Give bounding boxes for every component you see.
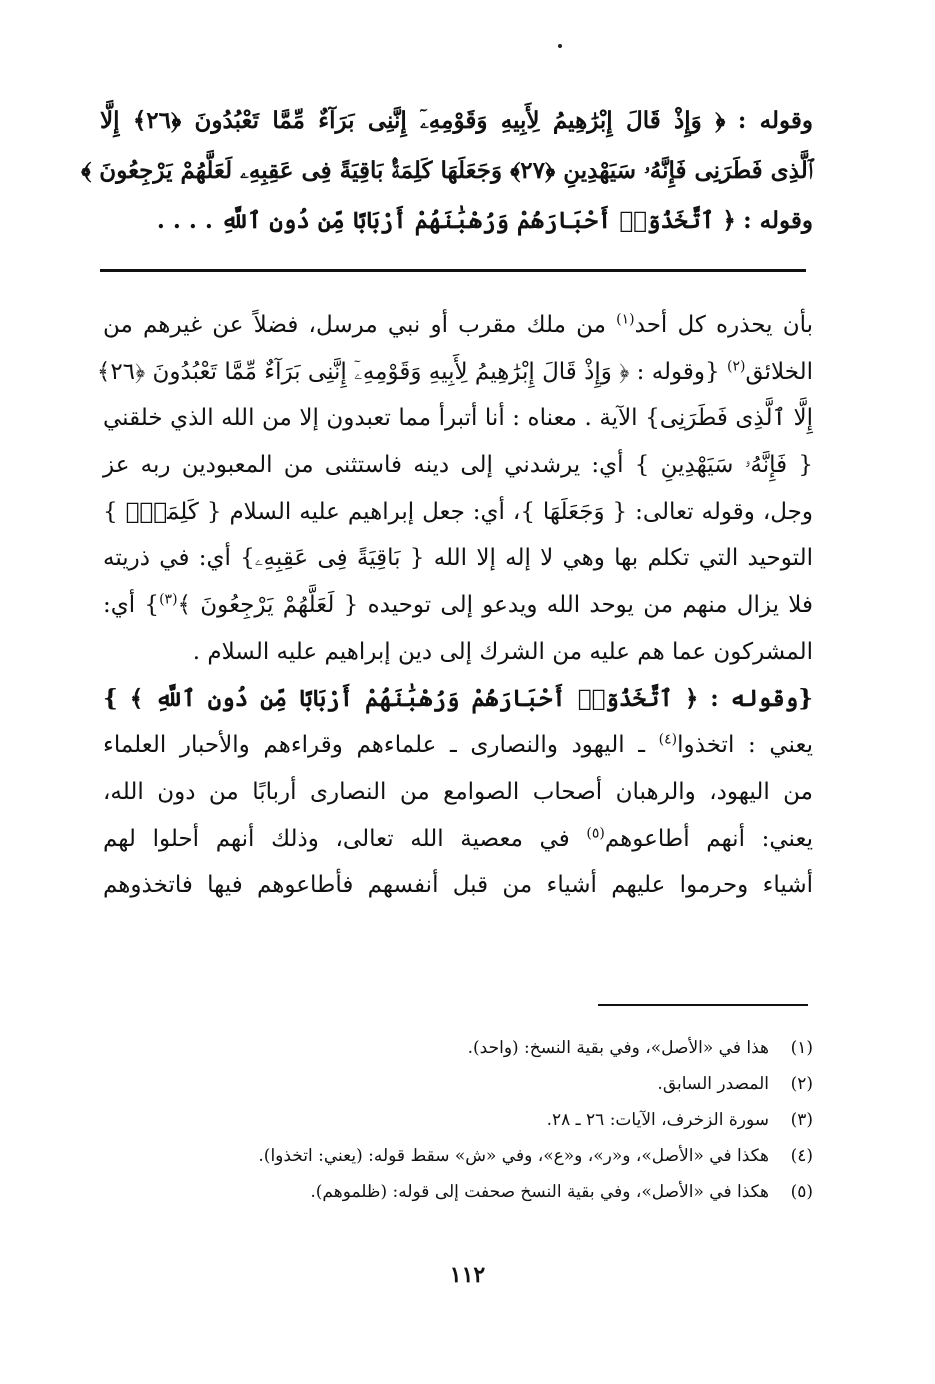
verse-text: ﴿ وَإِذْ قَالَ إِبْرَٰهِيمُ لِأَبِيهِ وَقَوْمِهِۦٓ إِنَّنِى بَرَآءٌ مِّمَّا تَعْبُدُونَ ﴿٢٦﴾ إِلَّا (100, 107, 726, 134)
body-text-run: {وقوله : ﴿ ٱتَّخَذُوٓا۟ أَحْبَارَهُمْ وَرُهْبَٰنَهُمْ أَرْبَابًا مِّن دُونِ ٱللَّهِ ﴾ } (103, 684, 813, 712)
body-text-run: المشركون عما هم عليه من الشرك إلى دين إبراهيم عليه السلام . (192, 638, 813, 665)
body-line (103, 816, 813, 863)
footnote (120, 1138, 813, 1174)
footnote-ref: (٣) (159, 591, 178, 608)
body-line (103, 582, 813, 629)
body-text-run: التوحيد التي تكلم بها وهي لا إله إلا الله { بَاقِيَةً فِى عَقِبِهِۦ} أي: في ذريته (103, 545, 813, 572)
footnote (120, 1030, 813, 1066)
body-text-run: إِلَّا ٱلَّذِى فَطَرَنِى} الآية . معناه : أنا أتبرأ مما تعبدون إلا من الله الذي خلقني (103, 405, 813, 432)
verse-line-3 (100, 196, 813, 246)
verse-line-2 (81, 146, 813, 196)
body-text-run: ـ اليهود والنصارى ـ علماءهم وقراءهم والأحبار العلماء (103, 732, 659, 759)
footnote-text: المصدر السابق. (657, 1074, 769, 1094)
footnote (120, 1174, 813, 1210)
commentary-body (96, 302, 813, 909)
body-text-run: } أي: (103, 592, 160, 619)
verse-line-1 (100, 96, 813, 146)
body-text-run: بأن يحذره كل أحد (634, 312, 813, 338)
verse-text: ٱلَّذِى فَطَرَنِى فَإِنَّهُۥ سَيَهْدِينِ ﴿٢٧﴾ وَجَعَلَهَا كَلِمَةًۢ بَاقِيَةً فِى عَقِبِهِۦ لَعَلَّهُمْ يَرْجِعُونَ ﴾ (81, 157, 813, 184)
body-line (103, 862, 813, 909)
body-text-run: يعني : اتخذوا (677, 732, 813, 759)
verse-label: وقوله : (737, 107, 813, 134)
footnote-text: هكذا في «الأصل»، و«ر»، و«ع»، وفي «ش» سقط قوله: (يعني: اتخذوا). (258, 1146, 769, 1166)
footnote-number: (١) (790, 1038, 813, 1058)
footnote-ref: (١) (616, 311, 635, 328)
footnotes-block (120, 1030, 813, 1210)
footnote-number: (٢) (790, 1074, 813, 1094)
body-line (103, 769, 813, 816)
body-text-run: الخلائق (745, 358, 813, 385)
verse-label: وقوله : (743, 207, 813, 234)
footnote (120, 1102, 813, 1138)
body-text-run: فلا يزال منهم من يوحد الله ويدعو إلى توحيده { لَعَلَّهُمْ يَرْجِعُونَ ﴾ (177, 592, 813, 619)
footnote-text: هكذا في «الأصل»، وفي بقية النسخ صحفت إلى قوله: (ظلموهم). (310, 1182, 769, 1202)
footnote-ref: (٢) (726, 358, 746, 375)
body-text-run: في معصية الله تعالى، وذلك أنهم أحلوا لهم (103, 825, 587, 852)
footnote-text: سورة الزخرف، الآيات: ٢٦ ـ ٢٨. (546, 1110, 769, 1130)
body-text-run: من ملك مقرب أو نبي مرسل، فضلاً عن غيرهم من (103, 312, 617, 338)
body-line (103, 722, 813, 769)
body-text-run: أشياء وحرموا عليهم أشياء من قبل أنفسهم فأطاعوهم فيها فاتخذوهم (103, 872, 813, 899)
body-line (103, 676, 813, 723)
verse-header-block (81, 96, 813, 246)
body-text-run: {وقوله : ﴿ وَإِذْ قَالَ إِبْرَٰهِيمُ لِأَبِيهِ وَقَوْمِهِۦٓ إِنَّنِى بَرَآءٌ مِّمَّا تَعْبُدُونَ ﴿٢٦﴾ (96, 358, 727, 385)
body-text-run: وجل، وقوله تعالى: { وَجَعَلَهَا }، أي: جعل إبراهيم عليه السلام { كَلِمَةًۢ } (103, 498, 813, 525)
body-text-run: { فَإِنَّهُۥ سَيَهْدِينِ } أي: يرشدني إلى دينه فاستثنى من المعبودين ربه عز (103, 452, 813, 479)
page-number: ١١٢ (449, 1262, 486, 1288)
footnote-number: (٤) (790, 1146, 813, 1166)
top-dot-mark (558, 44, 562, 48)
footnote-number: (٣) (790, 1110, 813, 1130)
body-line (103, 535, 813, 582)
verse-text: ﴿ ٱتَّخَذُوٓا۟ أَحْبَارَهُمْ وَرُهْبَٰنَهُمْ أَرْبَابًا مِّن دُونِ ٱللَّهِ . . . . (156, 207, 736, 234)
footnote-ref: (٤) (658, 731, 678, 748)
body-line (96, 349, 813, 396)
footnote-number: (٥) (790, 1182, 813, 1202)
footnote-text: هذا في «الأصل»، وفي بقية النسخ: (واحد). (467, 1038, 769, 1058)
footnote-divider (598, 1004, 808, 1006)
body-line (103, 302, 813, 349)
footnote (120, 1066, 813, 1102)
body-line (103, 629, 813, 676)
body-line (103, 395, 813, 442)
body-line (103, 489, 813, 536)
body-text-run: يعني: أنهم أطاعوهم (604, 825, 813, 852)
footnote-ref: (٥) (586, 824, 605, 841)
body-line (103, 442, 813, 489)
header-divider (100, 269, 806, 272)
body-text-run: من اليهود، والرهبان أصحاب الصوامع من النصارى أربابًا من دون الله، (103, 778, 813, 805)
